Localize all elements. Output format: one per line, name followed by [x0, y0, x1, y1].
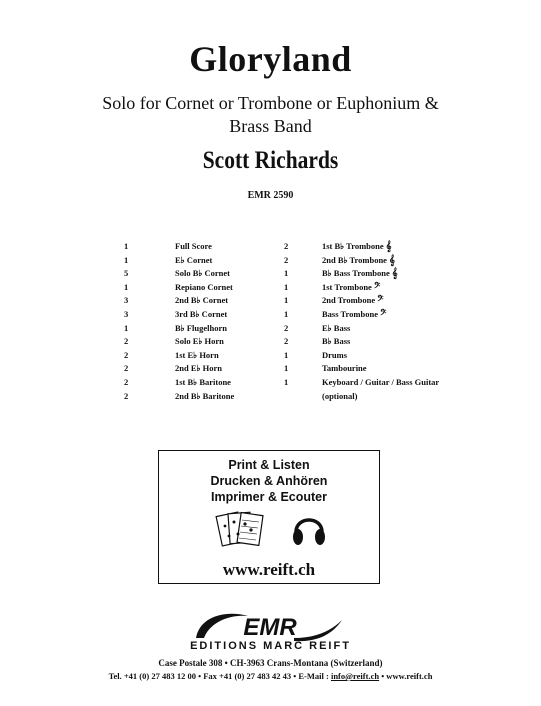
publisher-address: Case Postale 308 • CH-3963 Crans-Montana (Switzerland) — [158, 658, 383, 668]
bass-clef-icon: 𝄢 — [379, 308, 387, 320]
publisher-name: EDITIONS MARC REIFT — [190, 640, 351, 652]
publisher-contact — [0, 671, 541, 681]
part-name: B♭ Bass Trombone — [322, 268, 390, 279]
part-row — [124, 294, 234, 308]
part-name: Solo B♭ Cornet — [175, 268, 231, 279]
score-subtitle — [0, 92, 541, 138]
part-name: 2nd E♭ Horn — [175, 363, 222, 374]
part-quantity: 3 — [124, 308, 129, 319]
part-quantity: 2 — [284, 322, 289, 333]
part-name: 1st E♭ Horn — [175, 349, 219, 360]
logo-text: EMR — [243, 614, 297, 641]
part-name: Repiano Cornet — [175, 281, 233, 292]
part-quantity: 1 — [284, 308, 289, 319]
part-row — [124, 349, 234, 363]
treble-clef-icon: 𝄞 — [388, 254, 395, 266]
instrumentation-list-right — [284, 240, 439, 403]
part-quantity: 2 — [124, 336, 129, 347]
part-row — [284, 267, 439, 281]
part-quantity: 1 — [284, 268, 289, 279]
part-row — [124, 335, 234, 349]
headphones-icon — [293, 520, 325, 545]
part-name: 2nd B♭ Cornet — [175, 295, 229, 306]
part-name: Keyboard / Guitar / Bass Guitar — [322, 376, 440, 387]
part-row — [284, 322, 439, 336]
email-link[interactable]: info@reift.ch — [330, 671, 380, 681]
part-quantity: 2 — [284, 336, 289, 347]
promo-icons — [159, 508, 379, 552]
contact-phone-fax: Tel. +41 (0) 27 483 12 00 • Fax +41 (0) 27 483 42 43 • E-Mail : — [108, 671, 331, 681]
composer-name: Scott Richards — [202, 147, 339, 174]
subtitle-line-2: Brass Band — [229, 116, 312, 136]
part-row — [124, 362, 234, 376]
part-row — [124, 308, 234, 322]
bass-clef-icon: 𝄢 — [373, 281, 381, 293]
part-row — [284, 294, 439, 308]
part-name: Full Score — [175, 241, 212, 251]
part-row — [284, 349, 439, 363]
part-row — [284, 376, 439, 390]
part-row — [124, 376, 234, 390]
part-quantity: 5 — [124, 268, 129, 279]
sheet-music-icon — [216, 512, 263, 546]
part-quantity: 1 — [284, 281, 289, 292]
part-quantity: 3 — [124, 295, 129, 306]
part-quantity: 1 — [124, 281, 129, 292]
promo-line-english: Print & Listen — [228, 458, 310, 472]
part-name: E♭ Bass — [322, 322, 351, 333]
part-quantity: 1 — [284, 295, 289, 306]
part-name: 1st B♭ Trombone — [322, 241, 384, 251]
emr-logo — [190, 608, 350, 644]
part-row — [124, 390, 234, 404]
promo-website-link[interactable]: www.reift.ch — [222, 560, 316, 579]
part-row — [124, 322, 234, 336]
part-quantity: 1 — [124, 241, 129, 251]
part-quantity: 2 — [124, 349, 129, 360]
part-name: B♭ Flugelhorn — [175, 322, 227, 333]
part-row — [284, 240, 439, 254]
part-name: 1st Trombone — [322, 281, 372, 292]
part-name: Tambourine — [322, 363, 367, 374]
part-row — [284, 335, 439, 349]
part-quantity: 1 — [124, 322, 129, 333]
part-row — [124, 281, 234, 295]
part-name: E♭ Cornet — [175, 254, 213, 265]
part-name: 2nd B♭ Trombone — [322, 254, 387, 265]
part-name: Drums — [322, 349, 348, 360]
bass-clef-icon: 𝄢 — [377, 295, 384, 307]
catalog-number: EMR 2590 — [247, 190, 294, 201]
part-note: (optional) — [322, 390, 358, 401]
promo-line-french: Imprimer & Ecouter — [210, 490, 327, 504]
part-quantity: 2 — [124, 363, 129, 374]
part-quantity: 2 — [284, 241, 289, 251]
part-row — [124, 267, 234, 281]
subtitle-line-1: Solo for Cornet or Trombone or Euphonium & — [102, 93, 439, 113]
part-quantity: 2 — [124, 376, 129, 387]
instrumentation-list-left — [124, 240, 234, 403]
part-quantity: 1 — [284, 349, 289, 360]
part-name: 2nd B♭ Baritone — [175, 390, 235, 401]
part-name: 1st B♭ Baritone — [175, 376, 231, 387]
part-row — [284, 362, 439, 376]
part-name: 3rd B♭ Cornet — [175, 308, 228, 319]
part-row — [284, 281, 439, 295]
part-row — [124, 254, 234, 268]
part-name: Solo E♭ Horn — [175, 336, 224, 347]
promo-line-german: Drucken & Anhören — [210, 474, 328, 488]
part-row — [284, 390, 439, 404]
treble-clef-icon: 𝄞 — [385, 241, 392, 252]
part-name: 2nd Trombone — [322, 295, 376, 306]
part-quantity: 1 — [284, 376, 289, 387]
print-and-listen-box — [158, 450, 380, 584]
part-name: B♭ Bass — [322, 336, 351, 347]
part-row — [284, 308, 439, 322]
contact-website[interactable]: • www.reift.ch — [379, 671, 433, 681]
part-quantity — [284, 390, 322, 404]
part-row — [124, 240, 234, 254]
treble-clef-icon: 𝄞 — [391, 268, 398, 280]
score-title: Gloryland — [189, 39, 352, 79]
part-quantity: 2 — [284, 254, 289, 265]
part-quantity: 2 — [124, 390, 129, 401]
part-row — [284, 254, 439, 268]
part-quantity: 1 — [124, 254, 129, 265]
part-quantity: 1 — [284, 363, 289, 374]
part-name: Bass Trombone — [322, 308, 378, 319]
